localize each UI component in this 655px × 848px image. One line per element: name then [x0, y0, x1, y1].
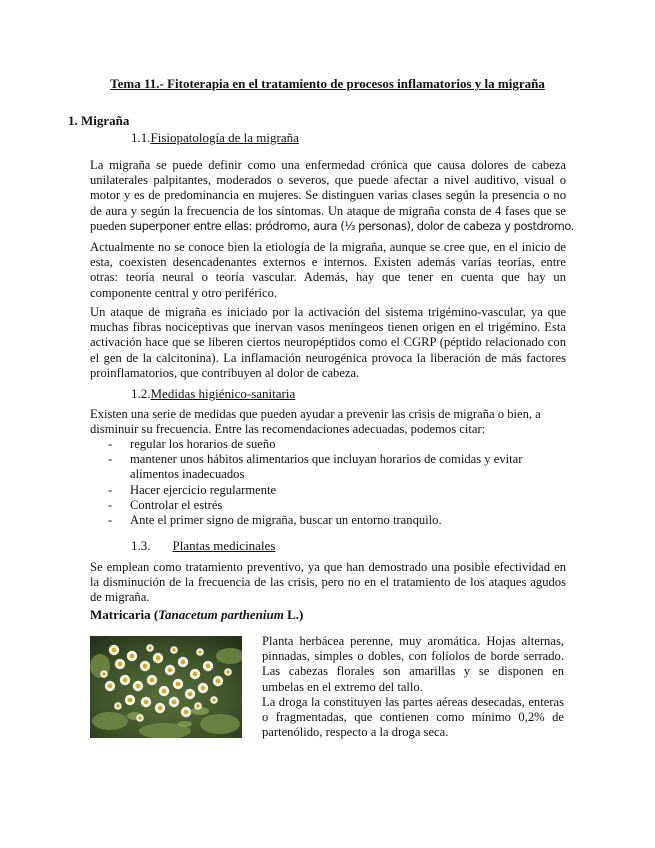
subheading-number: 1.1.: [131, 130, 151, 145]
bullet-dash: -: [108, 452, 113, 467]
list-item-text: mantener unos hábitos alimentarios que incluyan horarios de comidas y evitar: [130, 452, 523, 467]
plant-common-name: Matricaria: [90, 607, 151, 622]
list-item-text: regular los horarios de sueño: [130, 437, 276, 451]
list-item: [90, 452, 566, 467]
bullet-dash: -: [108, 513, 113, 528]
matricaria-photo: [90, 636, 242, 738]
list-item: [90, 483, 566, 498]
paragraph-etiology: [90, 240, 566, 301]
subheading-number: 1.3.: [131, 538, 151, 553]
text-line: el gen de la calcitonina). La inflamación neurogénica provoca la liberación de más factores: [90, 350, 566, 365]
text-line: partenólido, respecto a la droga seca.: [262, 725, 449, 740]
text-line: [90, 218, 574, 234]
chamomile-flowers-image: [90, 636, 242, 738]
plant-scientific-name: Tanacetum parthenium: [158, 607, 284, 622]
text-line: disminuir su frecuencia. Entre las recomendaciones adecuadas, podemos citar:: [90, 422, 486, 437]
list-item-text: Controlar el estrés: [130, 497, 223, 512]
list-item-text: Hacer ejercicio regularmente: [130, 482, 277, 497]
text-line: La droga la constituyen las partes aéreas desecadas, enteras: [262, 694, 564, 709]
list-item-continuation: [90, 467, 566, 482]
bullet-dash: -: [108, 437, 113, 451]
text-run: de migraña.: [90, 590, 150, 605]
subheading-label: Fisiopatología de la migraña: [150, 130, 299, 145]
paragraph-trigeminal: [90, 305, 566, 381]
text-line: de aura y según la frecuencia de los síntomas. Un ataque de migraña consta de 4 fases que se: [90, 203, 566, 218]
text-line: motor y es de predominancia en mujeres. Se distinguen varias clases según la presencia o no: [90, 188, 566, 203]
bullet-dash: -: [108, 482, 113, 497]
text-line: Actualmente no se conoce bien la etiología de la migraña, aunque se cree que, en el inicio de: [90, 240, 566, 254]
text-line: o fragmentadas, que contienen como mínimo 0,2% de: [262, 710, 564, 725]
text-line: Existen una serie de medidas que pueden ayudar a prevenir las crisis de migraña o bien, a: [90, 407, 541, 421]
subheading-fisiopatologia: [131, 130, 299, 146]
recommendations-list: [90, 437, 566, 528]
document-title: Tema 11.- Fitoterapia en el tratamiento de procesos inflamatorios y la migraña: [110, 76, 545, 91]
list-item-text: Ante el primer signo de migraña, buscar un entorno tranquilo.: [130, 513, 442, 528]
paragraph-plants: [90, 560, 566, 606]
text-line: otras: teoría neural o teoría vascular. Además, hay que tener en cuenta que hay un: [90, 270, 566, 285]
subheading-number: 1.2.: [131, 386, 151, 401]
matricaria-description: [262, 634, 564, 740]
text-line: Las cabezas florales son amarillas y se disponen en: [262, 664, 564, 679]
text-line: umbelas en el extremo del tallo.: [262, 679, 423, 694]
text-line: pinnadas, simples o dobles, con folíolos de borde serrado.: [262, 649, 564, 664]
plant-paren-open: (: [150, 607, 159, 622]
text-line: [90, 590, 566, 605]
text-line: Planta herbácea perenne, muy aromática. Hojas alternas,: [262, 634, 564, 648]
text-line: Se emplean como tratamiento preventivo, ya que han demostrado una posible efectividad en: [90, 560, 566, 574]
text-line: la disminución de la frecuencia de las crisis, pero no en el tratamiento de los ataques agudos: [90, 575, 566, 590]
paragraph-measures-intro: [90, 407, 566, 437]
bullet-dash: -: [108, 497, 113, 512]
text-line: unilaterales palpitantes, moderados o severos, que puede afectar a nivel auditivo, visual o: [90, 173, 566, 188]
subheading-plantas: [131, 538, 275, 554]
subheading-label: Plantas medicinales: [172, 538, 276, 553]
text-line: componente central y otro periférico.: [90, 285, 278, 300]
text-run: pueden: [90, 218, 130, 233]
list-item-text: alimentos inadecuados: [130, 467, 245, 482]
text-line: muchas fibras nociceptivas que inervan vasos meníngeos tienen origen en el trigémino. Esta: [90, 320, 566, 335]
plant-heading-matricaria: [90, 607, 303, 623]
subheading-label: Medidas higiénico-sanitaria: [150, 386, 296, 401]
section-heading-migrana: 1. Migraña: [68, 113, 130, 128]
text-line: esta, coexisten desencadenantes externos e internos. Existen además varías teorías, entre: [90, 255, 566, 270]
text-line: Un ataque de migraña es iniciado por la activación del sistema trigémino-vascular, ya que: [90, 305, 566, 319]
text-line: proinflamatorios, que contribuyen al dolor de cabeza.: [90, 365, 360, 380]
list-item: [90, 498, 566, 513]
list-item: [90, 513, 566, 528]
plant-author: L.): [283, 607, 304, 622]
text-line: La migraña se puede definir como una enfermedad crónica que causa dolores de cabeza: [90, 158, 566, 172]
list-item: [90, 437, 566, 452]
text-run-condensed: superponer entre ellas: pródromo, aura (⅓ personas), dolor de cabeza y postdromo.: [129, 219, 574, 233]
paragraph-definition: [90, 158, 574, 234]
text-line: activación hace que se liberen ciertos neuropéptidos como el CGRP (péptido relacionado con: [90, 335, 566, 350]
subheading-medidas: [131, 386, 295, 402]
